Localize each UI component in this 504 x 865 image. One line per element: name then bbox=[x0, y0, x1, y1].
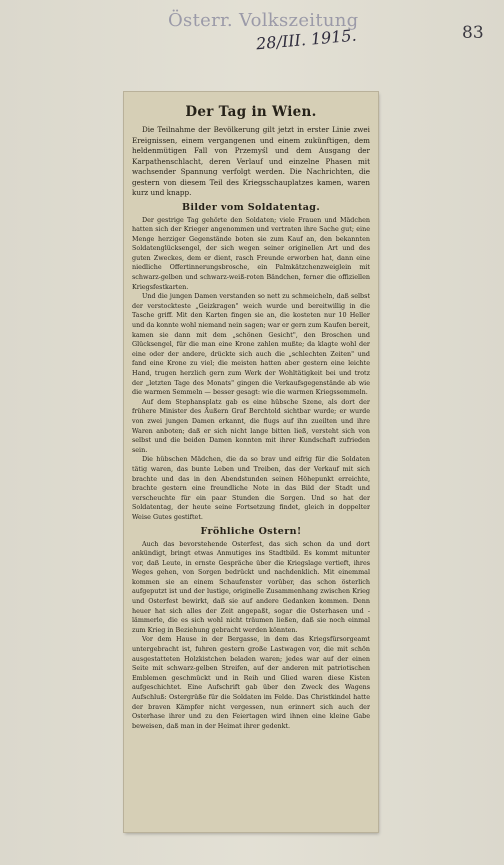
article-lead: Die Teilnahme der Bevölkerung gilt jetzt in erster Linie zwei Ereignissen, einem vergangenen und einem zukünftigen, dem heldenmütigen Fall von Przemyśl und dem Ausgang der Karpathenschlacht, deren Verlauf und einzelne Phasen mit wachsender Spannung verfolgt werden. Die Nachrichten, die gestern von diesem Teil des Kriegsschauplatzes kamen, waren kurz und knapp. bbox=[132, 125, 370, 197]
section1-paragraph: Die hübschen Mädchen, die da so brav und eifrig für die Soldaten tätig waren, das bunte Leben und Treiben, das der Verkauf mit sich brachte und das in den Abendstunden seinen Höhepunkt erreichte, brachte gestern eine freundliche Note in das Bild der Stadt und verscheuchte für ein paar Stunden die Sorgen. Und so hat der Soldatentag, der heute seine Fortsetzung findet, gleich in doppelter Weise Gutes gestiftet. bbox=[132, 455, 370, 521]
clipping-text bbox=[132, 100, 370, 824]
section2-paragraph: Auch das bevorstehende Osterfest, das sich schon da und dort ankündigt, bringt etwas Anmutiges ins Stadtbild. Es kommt mitunter vor, daß Leute, in ernste Gespräche über die Kriegslage vertieft, ihres Weges gehen, von Sorgen bedrückt und nachdenklich. Mit einemmal kommen sie an einem Schaufenster vorüber, das schon österlich aufgeputzt ist und der lustige, originelle Zusammenhang zwischen Krieg und Osterfest bewirkt, daß sie auf andere Gedanken kommen. Denn heuer hat sich alles der Zeit angepaßt, sogar die Osterhasen und -lämmerle, die es sich wohl nicht träumen ließen, daß sie noch einmal zum Krieg in Beziehung gebracht werden könnten. bbox=[132, 539, 370, 634]
newspaper-clipping bbox=[124, 92, 378, 832]
page-number: 83 bbox=[462, 23, 484, 43]
section1-paragraph: Der gestrige Tag gehörte den Soldaten; viele Frauen und Mädchen hatten sich der Krieger angenommen und vertraten ihre Sache gut; eine Menge herziger Gegenstände boten sie zum Kauf an, den bekannten Soldatenglücksengel, der sich wegen seiner originellen Art und des guten Zweckes, dem er dient, rasch Freunde erworben hat, dann eine niedliche Offertinnerungsbrosche, ein Palmkätzchenzweiglein mit schwarz-gelben und schwarz-weiß-roten Bändchen, ferner die offiziellen Kriegsfestkarten. bbox=[132, 215, 370, 291]
handwritten-date: 28/III. 1915. bbox=[255, 25, 358, 54]
section2-paragraph: Vor dem Hause in der Bergasse, in dem das Kriegsfürsorgeamt untergebracht ist, fuhren gestern große Lastwagen vor, die mit schön ausgestatteten Holzkistchen beladen waren; jedes war auf der einen Seite mit schwarz-gelben Streifen, auf der anderen mit patriotischen Emblemen geschmückt und in Reih und Glied waren diese Kisten aufgeschichtet. Eine Aufschrift gab über den Zweck des Wagens Aufschluß: Ostergrüße für die Soldaten im Felde. Das Christkindel hatte der braven Kämpfer nicht vergessen, nun erinnert sich auch der Osterhase ihrer und zu den Feiertagen wird ihnen eine kleine Gabe beweisen, daß man in der Heimat ihrer gedenkt. bbox=[132, 635, 370, 730]
section-heading-soldatentag: Bilder vom Soldatentag. bbox=[181, 201, 321, 213]
section1-paragraph: Auf dem Stephansplatz gab es eine hübsche Szene, als dort der frühere Minister des Äußern Graf Berchtold sichtbar wurde; er wurde von zwei jungen Damen erkannt, die flugs auf ihn zueilten und ihre Waren anboten; daß er sich nicht lange bitten ließ, versteht sich von selbst und die beiden Damen konnten mit ihrer Kundschaft zufrieden sein. bbox=[132, 397, 370, 454]
section-heading-ostern: Fröhliche Ostern! bbox=[200, 525, 302, 537]
section1-paragraph: Und die jungen Damen verstanden so nett zu schmeicheln, daß selbst der verstockteste „Geizkragen" weich wurde und bereitwillig in die Tasche griff. Mit den Karten fingen sie an, die kosteten nur 10 Heller und da konnte wohl niemand nein sagen; war er gern zum Kaufen bereit, kamen sie dann mit dem „schönen Gesicht", den Broschen und Glücksengel, für die man eine Krone zahlen mußte; da klagte wohl der eine oder der andere, drückte sich auch die „schlechten Zeiten" und fand eine Krone zu viel; die meisten hatten aber gestern eine leichte Hand, trugen herzlich gern zum Werk der Wohltätigkeit bei und trotz der „letzten Tage des Monats" gingen die Verkaufsgegenstände ab wie die warmen Semmeln — besser gesagt: wie die warmen Kriegssemmeln. bbox=[132, 292, 370, 397]
newspaper-source-stamp: Österr. Volkszeitung bbox=[168, 10, 359, 31]
article-title: Der Tag in Wien. bbox=[185, 104, 317, 120]
